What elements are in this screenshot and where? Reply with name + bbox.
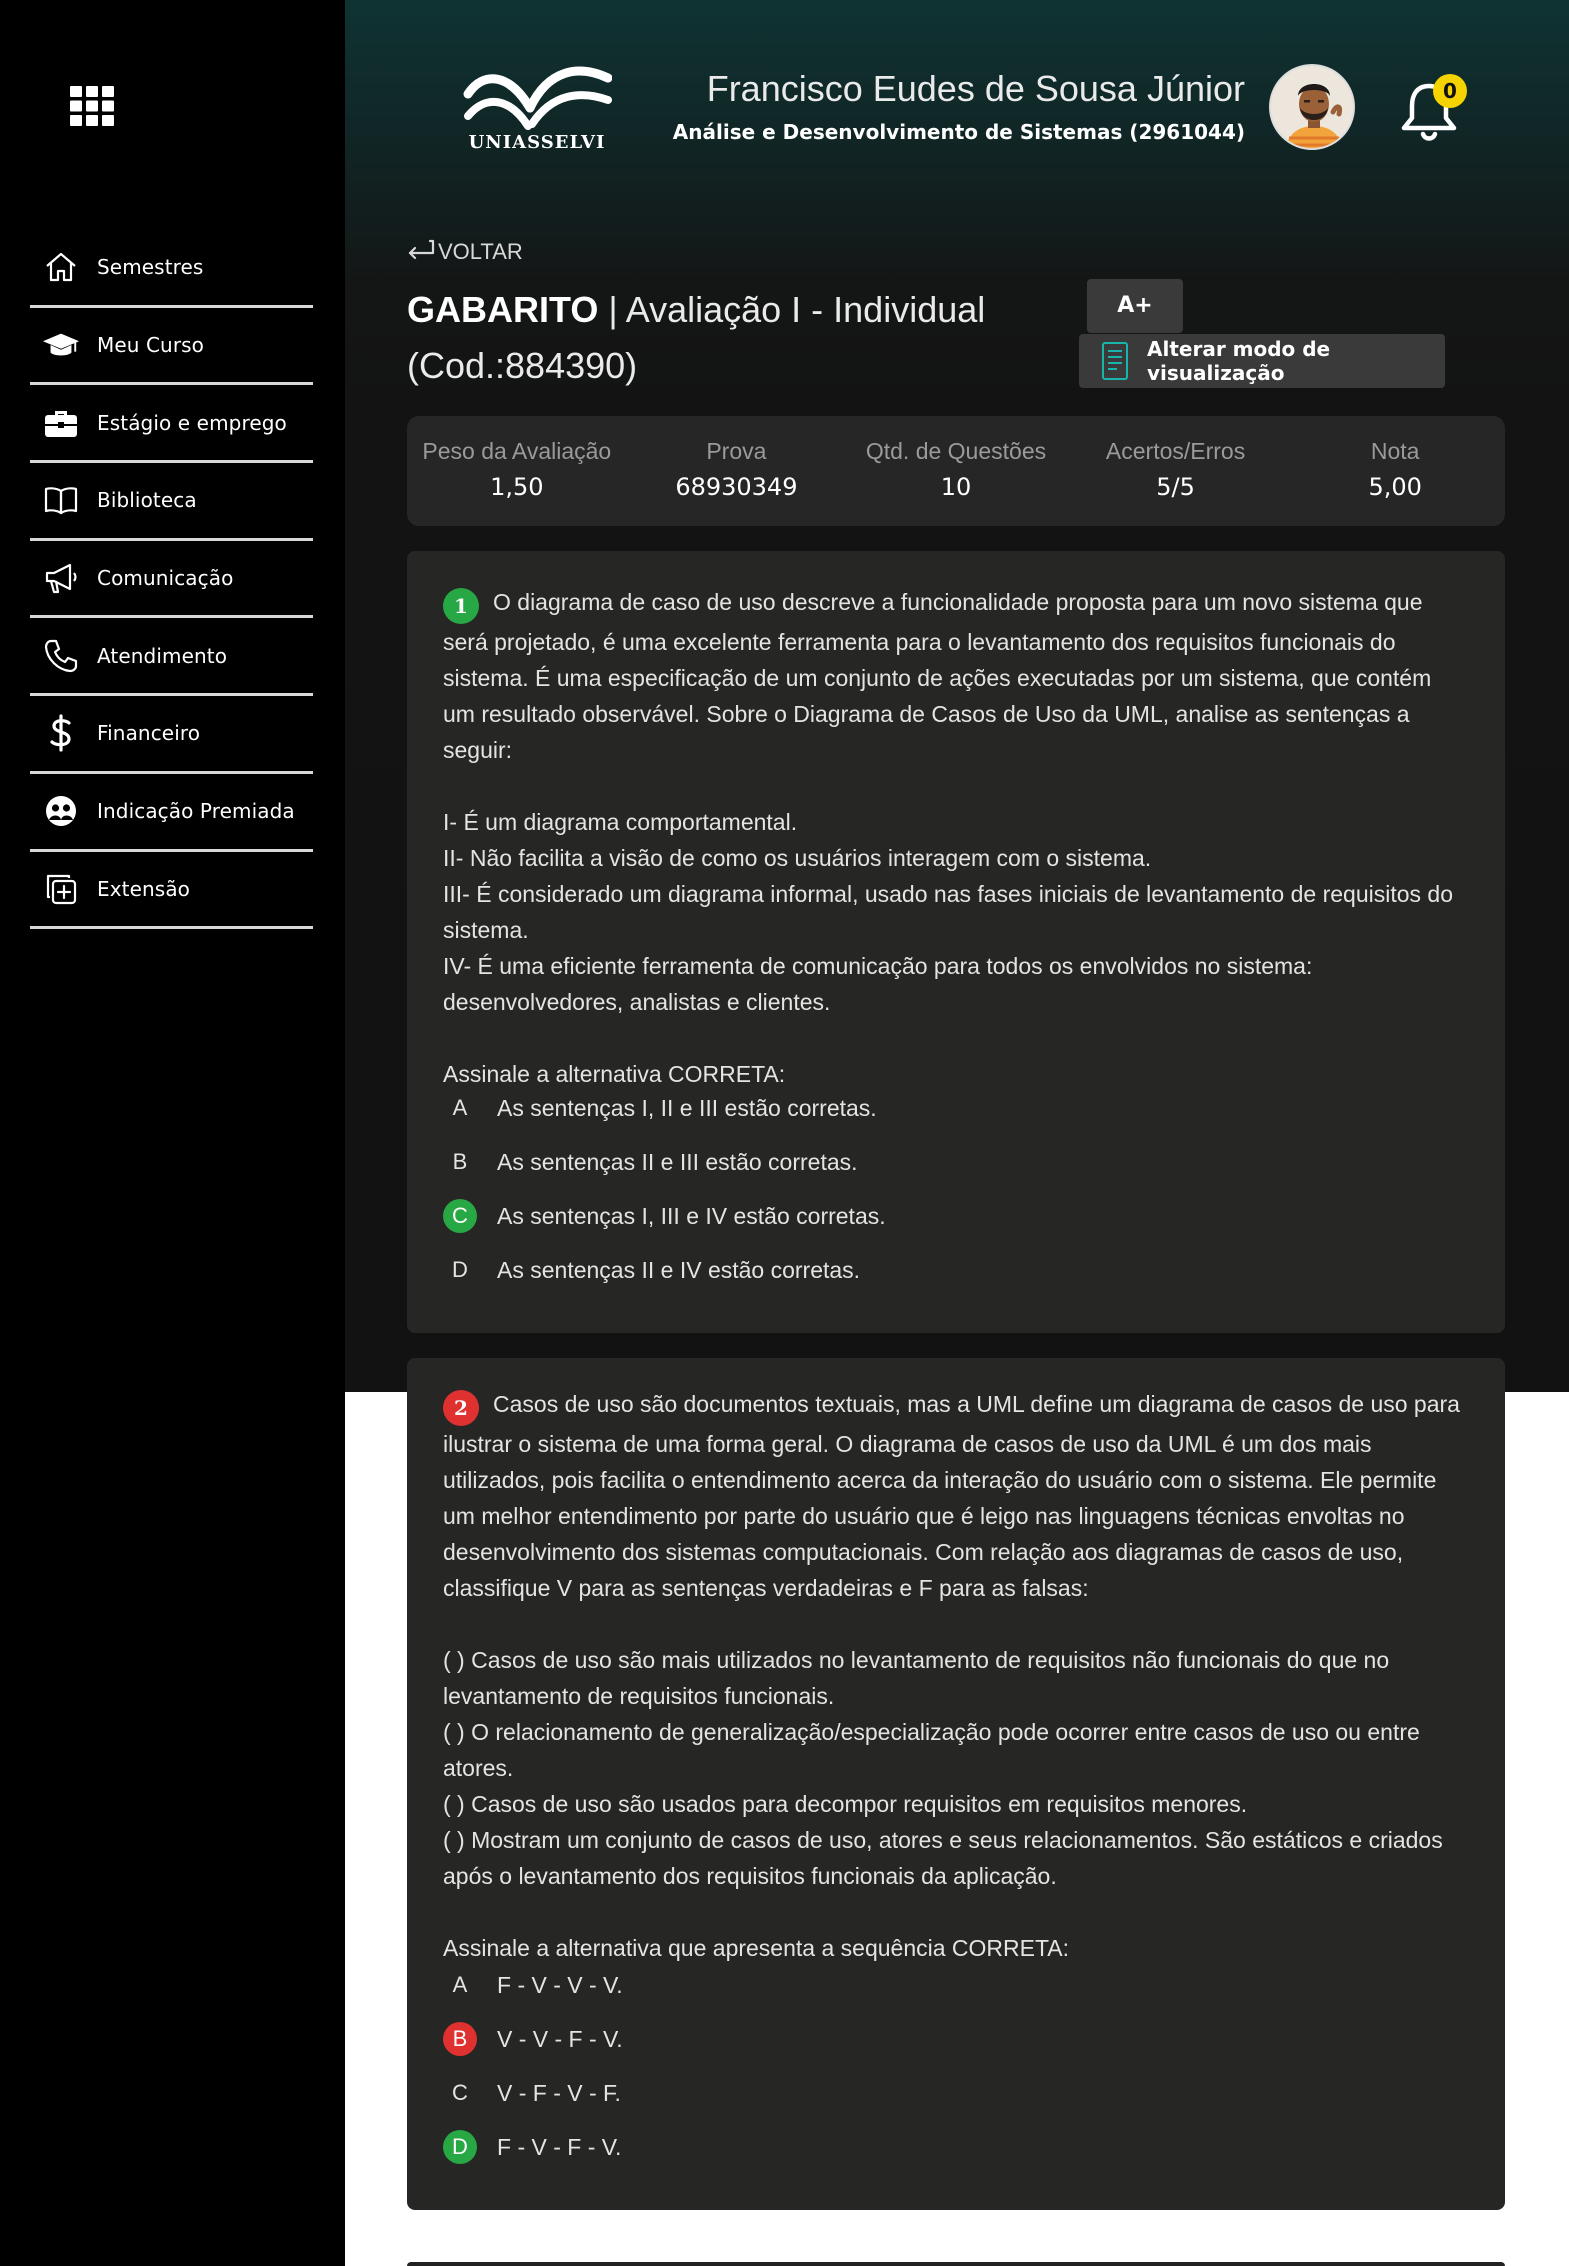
stat-label: Prova — [706, 438, 767, 464]
spacer — [443, 1020, 1469, 1056]
page-title — [407, 282, 997, 394]
logo-wordmark: UNIASSELVI — [468, 132, 606, 153]
stat-label: Nota — [1370, 438, 1420, 464]
answer-options — [443, 1958, 1469, 2174]
phone-icon — [42, 637, 80, 675]
answer-options — [443, 1081, 1469, 1297]
option-b[interactable] — [443, 1135, 1469, 1189]
avatar[interactable] — [1269, 64, 1355, 150]
apps-grid-icon[interactable] — [68, 84, 118, 128]
stat-value: 5/5 — [1156, 473, 1195, 501]
document-icon — [1101, 341, 1129, 381]
question-prompt: Assinale a alternativa CORRETA: — [443, 1061, 786, 1087]
sidebar-item-label: Estágio e emprego — [97, 410, 287, 435]
sidebar — [0, 0, 345, 2266]
back-label: VOLTAR — [438, 239, 523, 264]
megaphone-icon — [42, 559, 80, 597]
sidebar-item-label: Extensão — [97, 876, 191, 901]
sidebar-item-comunicacao[interactable] — [30, 541, 313, 619]
view-mode-label: Alterar modo de visualização — [1147, 337, 1331, 385]
sidebar-item-label: Indicação Premiada — [97, 799, 295, 824]
option-a[interactable] — [443, 1958, 1469, 2012]
sidebar-item-atendimento[interactable] — [30, 618, 313, 696]
stat-value: 1,50 — [490, 473, 544, 501]
sidebar-menu — [30, 230, 313, 929]
stat-questoes — [846, 416, 1066, 526]
stat-peso — [407, 416, 627, 526]
home-icon — [42, 248, 80, 286]
stat-label: Qtd. de Questões — [865, 438, 1047, 464]
option-text: V - V - F - V. — [497, 2025, 623, 2052]
user-name: Francisco Eudes de Sousa Júnior — [706, 68, 1245, 109]
course-name: Análise e Desenvolvimento de Sistemas (2961044) — [672, 120, 1245, 144]
statement: III- É considerado um diagrama informal, usado nas fases iniciais de levantamento de requisitos do sistema. — [443, 881, 1453, 943]
option-c[interactable] — [443, 1189, 1469, 1243]
option-letter: D — [452, 1257, 468, 1282]
stat-acertos — [1066, 416, 1286, 526]
option-text: F - V - F - V. — [497, 2133, 622, 2160]
sidebar-item-meu-curso[interactable] — [30, 308, 313, 386]
option-letter: A — [452, 1095, 468, 1120]
graduation-cap-icon — [42, 326, 80, 364]
option-d[interactable] — [443, 1243, 1469, 1297]
option-text: V - F - V - F. — [497, 2079, 621, 2106]
stat-value: 5,00 — [1368, 473, 1422, 501]
notification-badge: 0 — [1433, 74, 1467, 108]
sidebar-item-label: Financeiro — [97, 721, 201, 746]
option-text: As sentenças II e III estão corretas. — [497, 1148, 858, 1175]
option-letter-wrong: B — [443, 2022, 477, 2056]
sidebar-item-label: Atendimento — [97, 643, 228, 668]
question-card — [407, 1358, 1505, 2210]
option-text: As sentenças I, III e IV estão corretas. — [497, 1202, 886, 1229]
statement: II- Não facilita a visão de como os usuários interagem com o sistema. — [443, 845, 1152, 871]
page-title-rest: | Avaliação I - Individual (Cod.:884390) — [407, 289, 986, 386]
question-prompt: Assinale a alternativa que apresenta a sequência CORRETA: — [443, 1935, 1070, 1961]
return-arrow-icon — [406, 238, 436, 266]
option-text: F - V - V - V. — [497, 1971, 623, 1998]
sidebar-item-biblioteca[interactable] — [30, 463, 313, 541]
question-number-badge: 2 — [443, 1390, 479, 1426]
statement: ( ) Mostram um conjunto de casos de uso, atores e seus relacionamentos. São estáticos e criados após o levantamento dos requisitos funcionais da aplicação. — [443, 1827, 1443, 1889]
next-card-edge — [407, 2262, 1505, 2266]
sidebar-item-label: Comunicação — [97, 566, 234, 591]
sidebar-item-semestres[interactable] — [30, 230, 313, 308]
question-number-badge: 1 — [443, 588, 479, 624]
stat-prova — [627, 416, 847, 526]
statement: ( ) O relacionamento de generalização/especialização pode ocorrer entre casos de uso ou entre atores. — [443, 1719, 1420, 1781]
sidebar-item-label: Semestres — [97, 255, 204, 280]
option-c[interactable] — [443, 2066, 1469, 2120]
stat-nota — [1285, 416, 1505, 526]
sidebar-item-estagio[interactable] — [30, 385, 313, 463]
option-text: As sentenças I, II e III estão corretas. — [497, 1094, 877, 1121]
spacer — [443, 1606, 1469, 1642]
question-paragraph: 2 Casos de uso são documentos textuais, mas a UML define um diagrama de casos de uso para ilustrar o sistema de uma forma geral. O diagrama de casos de uso da UML é um dos mais utilizados, pois facilita o entendimento acerca da interação do usuário com o sistema. Ele permite um melhor entendimento por parte do usuário que é leigo nas linguagens técnicas envoltas no desenvolvimento dos sistemas computacionais. Com relação aos diagramas de casos de uso, classifique V para as sentenças verdadeiras e F para as falsas: — [443, 1391, 1460, 1601]
stat-label: Peso da Avaliação — [422, 438, 612, 464]
sidebar-item-extensao[interactable] — [30, 852, 313, 930]
page-title-strong: GABARITO — [407, 289, 599, 330]
add-copy-icon — [42, 870, 80, 908]
statement: ( ) Casos de uso são usados para decompor requisitos em requisitos menores. — [443, 1791, 1248, 1817]
option-letter: A — [452, 1972, 468, 1997]
uniasselvi-logo[interactable] — [462, 64, 612, 160]
back-link[interactable] — [406, 238, 523, 266]
summary-panel — [407, 416, 1505, 526]
stat-label: Acertos/Erros — [1105, 438, 1246, 464]
question-paragraph: 1 O diagrama de caso de uso descreve a funcionalidade proposta para um novo sistema que será projetado, é uma excelente ferramenta para o levantamento dos requisitos funcionais do sistema. É uma especificação de um conjunto de ações executadas por um sistema, que contém um resultado observável. Sobre o Diagrama de Casos de Uso da UML, analise as sentenças a seguir: — [443, 589, 1432, 763]
briefcase-icon — [42, 404, 80, 442]
option-letter-correct: C — [443, 1199, 477, 1233]
option-letter: B — [452, 1149, 468, 1174]
statement: I- É um diagrama comportamental. — [443, 809, 798, 835]
sidebar-item-financeiro[interactable] — [30, 696, 313, 774]
question-text — [443, 584, 1469, 1092]
option-letter: C — [452, 2080, 468, 2105]
stat-value: 68930349 — [675, 473, 798, 501]
statement: IV- É uma eficiente ferramenta de comunicação para todos os envolvidos no sistema: desenvolvedores, analistas e clientes. — [443, 953, 1313, 1015]
spacer — [443, 1894, 1469, 1930]
users-icon — [42, 792, 80, 830]
sidebar-item-label: Meu Curso — [97, 333, 205, 358]
option-letter-correct: D — [443, 2130, 477, 2164]
question-text — [443, 1386, 1469, 1966]
sidebar-item-indicacao[interactable] — [30, 774, 313, 852]
option-b[interactable] — [443, 2012, 1469, 2066]
option-text: As sentenças II e IV estão corretas. — [497, 1256, 861, 1283]
stat-value: 10 — [940, 473, 972, 501]
view-mode-button[interactable] — [1079, 334, 1445, 388]
option-a[interactable] — [443, 1081, 1469, 1135]
question-card — [407, 551, 1505, 1333]
statement: ( ) Casos de uso são mais utilizados no levantamento de requisitos não funcionais do que no levantamento de requisitos funcionais. — [443, 1647, 1390, 1709]
sidebar-item-label: Biblioteca — [97, 488, 197, 513]
dollar-icon — [42, 714, 80, 752]
increase-font-button[interactable]: A+ — [1087, 279, 1183, 333]
spacer — [443, 768, 1469, 804]
option-d[interactable] — [443, 2120, 1469, 2174]
book-icon — [42, 481, 80, 519]
